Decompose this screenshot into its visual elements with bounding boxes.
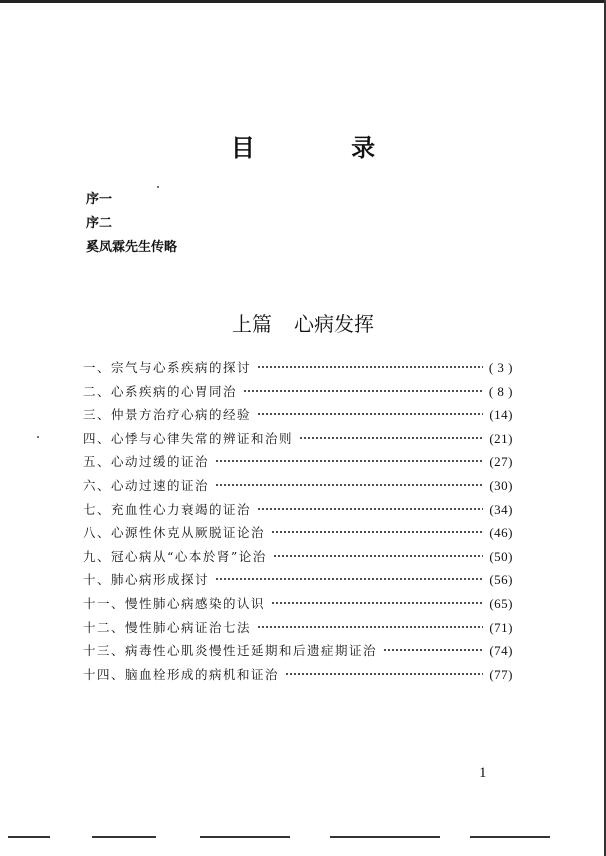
toc-entry-title: 五、心动过缓的证治: [83, 454, 210, 470]
toc-entry: [83, 665, 513, 689]
toc-list: [83, 358, 513, 688]
toc-entry: [83, 476, 513, 500]
section-heading: [0, 308, 606, 337]
dot-leader: [257, 508, 483, 510]
bottom-scan-edge: [470, 836, 550, 838]
dot-leader: [383, 649, 483, 651]
section-part: 上篇: [232, 312, 272, 336]
toc-entry-title: 八、心源性休克从厥脱证论治: [83, 525, 266, 541]
bottom-scan-edge: [92, 836, 156, 838]
bottom-scan-edge: [330, 836, 440, 838]
toc-entry-page: (65): [489, 595, 513, 611]
toc-entry-page: (56): [489, 572, 513, 588]
toc-entry: [83, 641, 513, 665]
toc-entry: [83, 358, 513, 382]
toc-entry: [83, 405, 513, 429]
dot-leader: [215, 578, 483, 580]
section-name: 心病发挥: [294, 312, 374, 336]
dot-leader: [271, 602, 483, 604]
toc-entry-page: (71): [489, 619, 513, 635]
toc-entry: [83, 500, 513, 524]
toc-entry: [83, 382, 513, 406]
toc-entry-title: 十二、慢性肺心病证治七法: [83, 619, 252, 635]
scan-speck: [157, 186, 159, 188]
toc-entry-title: 十四、脑血栓形成的病机和证治: [83, 666, 280, 682]
page-title: 目 录: [230, 134, 420, 162]
front-matter-list: [86, 191, 177, 263]
toc-entry: [83, 594, 513, 618]
toc-entry: [83, 547, 513, 571]
toc-entry-page: (14): [489, 407, 513, 423]
bottom-scan-edge: [8, 836, 50, 838]
toc-entry-title: 四、心悸与心律失常的辨证和治则: [83, 430, 294, 446]
toc-entry-title: 二、心系疾病的心胃同治: [83, 383, 238, 399]
toc-entry-title: 七、充血性心力衰竭的证治: [83, 501, 252, 517]
toc-entry: [83, 429, 513, 453]
toc-entry-title: 一、宗气与心系疾病的探讨: [83, 360, 252, 375]
toc-entry-title: 三、仲景方治疗心病的经验: [83, 407, 252, 423]
toc-entry-page: (74): [489, 643, 513, 659]
dot-leader: [257, 413, 483, 415]
scan-speck: [37, 436, 39, 438]
top-scan-edge: [0, 0, 606, 3]
toc-entry: [83, 618, 513, 642]
dot-leader: [257, 626, 483, 628]
dot-leader: [299, 437, 483, 439]
front-matter-preface-1: 序一: [86, 192, 113, 207]
front-matter-preface-2: 序二: [86, 216, 113, 231]
toc-entry-title: 六、心动过速的证治: [83, 477, 210, 493]
dot-leader: [257, 366, 483, 368]
toc-entry-page: ( 8 ): [488, 383, 513, 399]
dot-leader: [271, 531, 483, 533]
toc-entry-page: (30): [489, 477, 513, 493]
toc-entry-page: (46): [489, 525, 513, 541]
toc-entry: [83, 570, 513, 594]
toc-entry-page: (27): [489, 454, 513, 470]
toc-entry-page: (50): [489, 548, 513, 564]
toc-entry-title: 十一、慢性肺心病感染的认识: [83, 595, 266, 611]
dot-leader: [243, 390, 483, 392]
toc-entry-page: (34): [489, 501, 513, 517]
toc-entry-page: ( 3 ): [488, 360, 513, 375]
toc-entry-title: 十、肺心病形成探讨: [83, 572, 210, 588]
toc-entry-title: 九、冠心病从“心本於肾”论治: [83, 548, 267, 564]
dot-leader: [215, 484, 483, 486]
front-matter-biography: 奚凤霖先生传略: [86, 240, 178, 255]
toc-entry-page: (21): [489, 430, 513, 446]
bottom-scan-edge: [200, 836, 290, 838]
toc-entry: [83, 452, 513, 476]
dot-leader: [215, 460, 483, 462]
toc-entry-page: (77): [489, 666, 513, 682]
toc-entry: [83, 523, 513, 547]
toc-entry-title: 十三、病毒性心肌炎慢性迁延期和后遗症期证治: [83, 643, 378, 659]
dot-leader: [285, 673, 483, 675]
page-number: 1: [479, 765, 487, 781]
dot-leader: [273, 555, 484, 557]
